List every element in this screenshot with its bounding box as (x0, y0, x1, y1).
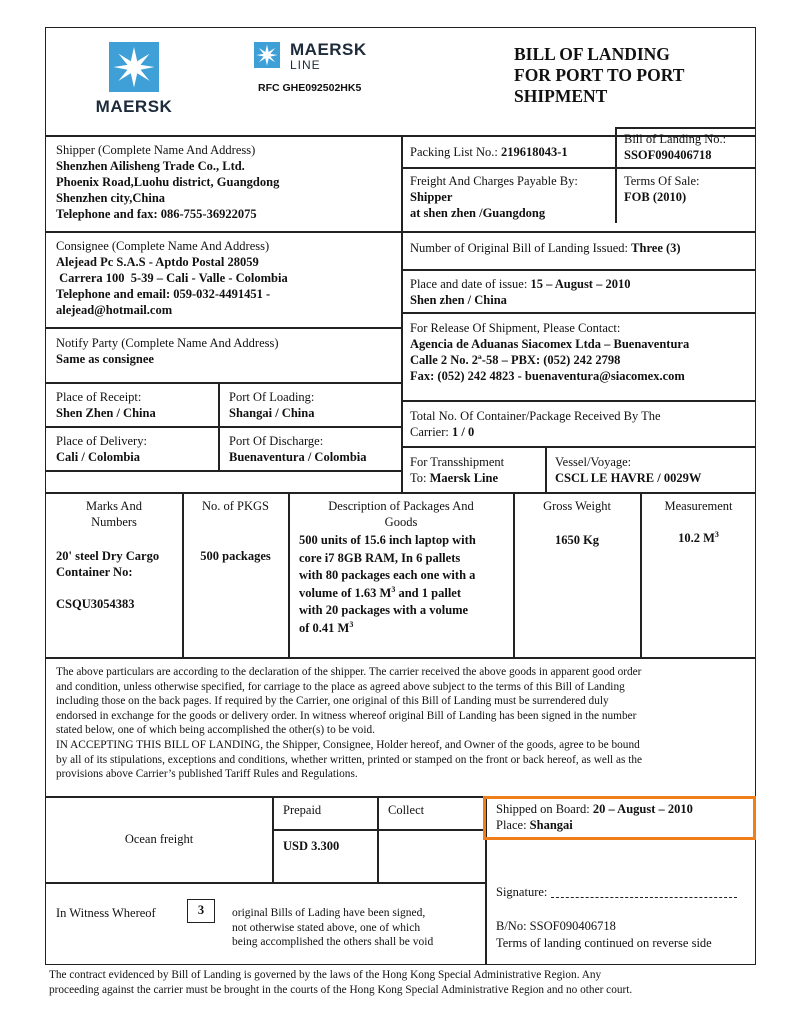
total-container-field (410, 408, 755, 440)
terms-line-1: The above particulars are according to the declaration of the shipper. The carrier received the above goods in apparent good order (56, 666, 642, 678)
transshipment-label: For Transshipment (410, 455, 505, 469)
release-contact-line-2: Calle 2 No. 2ª-58 – PBX: (052) 242 2798 (410, 353, 621, 367)
witness-line-3: being accomplished the others shall be void (232, 936, 434, 948)
title-line-3: SHIPMENT (514, 86, 608, 106)
place-of-delivery-value: Cali / Colombia (56, 450, 141, 464)
place-of-receipt-field (56, 389, 216, 421)
marks-header-line-1: Marks And (86, 499, 142, 513)
freight-payable-label: Freight And Charges Payable By: (410, 174, 578, 188)
description-line-3: with 80 packages each one with a (299, 568, 476, 582)
prepaid-value: USD 3.300 (283, 839, 340, 853)
bol-number-value: SSOF090406718 (624, 148, 712, 162)
maersk-line-sub: LINE (290, 58, 321, 72)
terms-line-2: and condition, unless otherwise specified, for carriage to the place as agreed above subject to the terms of this Bill of Landing (56, 680, 625, 693)
release-contact-label: For Release Of Shipment, Please Contact: (410, 321, 621, 335)
title-line-1: BILL OF LANDING (514, 44, 670, 64)
originals-issued-label: Number of Original Bill of Landing Issued: (410, 241, 629, 255)
measurement-header-label: Measurement (664, 499, 733, 513)
place-of-receipt-value: Shen Zhen / China (56, 406, 156, 420)
terms-continued-label: Terms of landing continued on reverse side (496, 936, 712, 950)
packing-list-field (410, 144, 615, 160)
marks-value (56, 548, 182, 612)
maersk-logo-text: MAERSK (95, 97, 173, 116)
signature-field (496, 884, 754, 900)
footer-note (49, 968, 784, 998)
terms-line-8: provisions above Carrier’s published Tariff Rules and Regulations. (56, 768, 358, 781)
release-contact-section (410, 320, 755, 384)
consignee-line-4: alejead@hotmail.com (56, 303, 173, 317)
rfc-number: RFC GHE092502HK5 (258, 82, 362, 94)
shipped-place-label: Place: (496, 818, 527, 832)
terms-line-6: IN ACCEPTING THIS BILL OF LANDING, the Shipper, Consignee, Holder hereof, and Owner of the goods, agree to be bound (56, 738, 640, 751)
packing-list-value: 219618043-1 (500, 145, 568, 159)
terms-line-7: by all of its stipulations, exceptions and conditions, whether written, printed or stamped on the front or back hereof, as well as the (56, 753, 643, 766)
description-line-6-sup: 3 (349, 619, 354, 629)
weight-amount: 1650 Kg (554, 533, 600, 547)
maersk-logo (82, 42, 186, 118)
port-of-discharge-value: Buenaventura / Colombia (229, 450, 367, 464)
weight-header-label: Gross Weight (543, 499, 611, 513)
freight-payable-field (410, 173, 615, 221)
notify-party-section (56, 335, 396, 367)
measurement-sup: 3 (714, 529, 719, 539)
signature-label: Signature: (496, 885, 548, 899)
total-container-label-1: Total No. Of Container/Package Received By The (410, 409, 661, 423)
maersk-star-logo-icon (109, 42, 159, 92)
weight-value (514, 532, 640, 548)
description-line-1: 500 units of 15.6 inch laptop with (299, 533, 476, 547)
place-of-receipt-label: Place of Receipt: (56, 390, 142, 404)
place-of-delivery-field (56, 433, 216, 465)
originals-issued-value: Three (3) (631, 241, 681, 255)
signature-line[interactable] (551, 888, 737, 898)
description-header-line-1: Description of Packages And (328, 499, 474, 513)
witness-line-2: not otherwise stated above, one of which (232, 921, 421, 934)
description-line-4-sup: 3 (391, 584, 396, 594)
shipper-line-4: Telephone and fax: 086-755-36922075 (56, 207, 257, 221)
witness-label: In Witness Whereof (56, 906, 156, 920)
place-date-issue-field (410, 276, 755, 308)
port-of-discharge-label: Port Of Discharge: (229, 434, 324, 448)
terms-line-4: endorsed in exchange for the goods or delivery order. In witness whereof original Bill of Landing has been signed in the number (56, 709, 637, 722)
description-line-4b: and 1 pallet (395, 585, 461, 600)
originals-issued-field (410, 240, 755, 256)
consignee-line-1: Alejead Pc S.A.S - Aptdo Postal 28059 (56, 255, 259, 269)
description-line-2: core i7 8GB RAM, In 6 pallets (299, 550, 461, 565)
vessel-voyage-field (555, 454, 755, 486)
marks-line-2: Container No: (56, 565, 133, 579)
port-of-loading-value: Shangai / China (229, 406, 315, 420)
weight-header (514, 498, 640, 514)
description-line-6 (299, 620, 511, 638)
shipped-place-value: Shangai (529, 818, 573, 832)
total-container-value: 1 / 0 (452, 425, 475, 439)
bol-number-label: Bill of Landing No.: (624, 132, 727, 146)
consignee-section (56, 238, 396, 318)
release-contact-line-1: Agencia de Aduanas Siacomex Ltda – Buenaventura (410, 337, 690, 351)
pkgs-header (183, 498, 288, 514)
place-of-delivery-label: Place of Delivery: (56, 434, 147, 448)
port-of-loading-label: Port Of Loading: (229, 390, 315, 404)
description-line-4a: volume of 1.63 M (299, 585, 392, 600)
footer-line-1: The contract evidenced by Bill of Landing is governed by the laws of the Hong Kong Special Administrative Region. Any (49, 969, 602, 981)
pkgs-header-label: No. of PKGS (201, 499, 270, 513)
marks-line-3: CSQU3054383 (56, 597, 135, 611)
transshipment-to-label: To: (410, 471, 427, 485)
original-count-box: 3 (187, 899, 215, 923)
measurement-value (641, 530, 756, 546)
description-value (299, 532, 511, 637)
release-contact-line-3: Fax: (052) 242 4823 - buenaventura@siacomex.com (410, 369, 685, 383)
description-header-line-2: Goods (384, 515, 418, 529)
consignee-line-3: Telephone and email: 059-032-4491451 - (56, 287, 271, 301)
document-title (514, 44, 684, 107)
measurement-amount: 10.2 M (678, 531, 715, 545)
notify-party-value: Same as consignee (56, 352, 154, 366)
vessel-voyage-value: CSCL LE HAVRE / 0029W (555, 471, 702, 485)
witness-line-1: original Bills of Lading have been signed, (232, 907, 426, 919)
title-line-2: FOR PORT TO PORT (514, 65, 685, 85)
shipped-on-board-field (496, 801, 751, 833)
transshipment-field (410, 454, 545, 486)
footer-line-2: proceeding against the carrier must be brought in the courts of the Hong Kong Special Administrative Region and no other court. (49, 984, 633, 996)
bol-number-field (624, 131, 756, 163)
place-date-issue-value: 15 – August – 2010 (530, 277, 631, 291)
shipper-line-1: Shenzhen Ailisheng Trade Co., Ltd. (56, 159, 245, 173)
terms-of-sale-label: Terms Of Sale: (624, 174, 700, 188)
maersk-line-name: MAERSK (290, 40, 367, 59)
consignee-label: Consignee (Complete Name And Address) (56, 239, 270, 253)
terms-line-5: stated below, one of which being accomplished the other(s) to be void. (56, 724, 375, 737)
description-line-5: with 20 packages with a volume (299, 603, 469, 617)
marks-header (46, 498, 182, 530)
consignee-line-2: Carrera 100 5-39 – Cali - Valle - Colombia (56, 271, 288, 285)
witness-text (232, 906, 433, 950)
marks-header-line-2: Numbers (91, 515, 137, 529)
terms-of-sale-field (624, 173, 756, 205)
shipper-section (56, 142, 396, 222)
packing-list-label: Packing List No.: (410, 145, 498, 159)
notify-party-label: Notify Party (Complete Name And Address) (56, 336, 279, 350)
place-date-issue-label: Place and date of issue: (410, 277, 528, 291)
description-header (289, 498, 513, 530)
terms-paragraph (56, 665, 752, 782)
total-container-label-2: Carrier: (410, 425, 449, 439)
shipped-on-board-label: Shipped on Board: (496, 802, 590, 816)
collect-label: Collect (388, 803, 425, 817)
terms-of-sale-value: FOB (2010) (624, 190, 687, 204)
vessel-voyage-label: Vessel/Voyage: (555, 455, 632, 469)
description-line-6a: of 0.41 M (299, 620, 350, 635)
maersk-line-star-icon (254, 42, 280, 68)
terms-line-3: including those on the back pages. If required by the Carrier, one original of this Bill of Landing must be surrendered duly (56, 695, 609, 708)
pkgs-count: 500 packages (200, 549, 271, 563)
marks-line-1: 20' steel Dry Cargo (56, 549, 160, 563)
port-of-discharge-field (229, 433, 399, 465)
port-of-loading-field (229, 389, 399, 421)
bno-label: B/No: SSOF090406718 (496, 919, 616, 933)
prepaid-label: Prepaid (283, 803, 322, 817)
shipper-line-3: Shenzhen city,China (56, 191, 166, 205)
pkgs-value (183, 548, 288, 564)
shipper-line-2: Phoenix Road,Luohu district, Guangdong (56, 175, 280, 189)
transshipment-value: Maersk Line (429, 471, 499, 485)
measurement-header (641, 498, 756, 514)
maersk-line-logo (254, 40, 394, 74)
freight-payable-line-1: Shipper (410, 190, 453, 204)
freight-payable-line-2: at shen zhen /Guangdong (410, 206, 546, 220)
ocean-freight-label: Ocean freight (124, 832, 194, 846)
shipper-label: Shipper (Complete Name And Address) (56, 143, 256, 157)
place-issue-city: Shen zhen / China (410, 293, 507, 307)
shipped-on-board-value: 20 – August – 2010 (592, 802, 693, 816)
description-line-4 (299, 585, 511, 603)
